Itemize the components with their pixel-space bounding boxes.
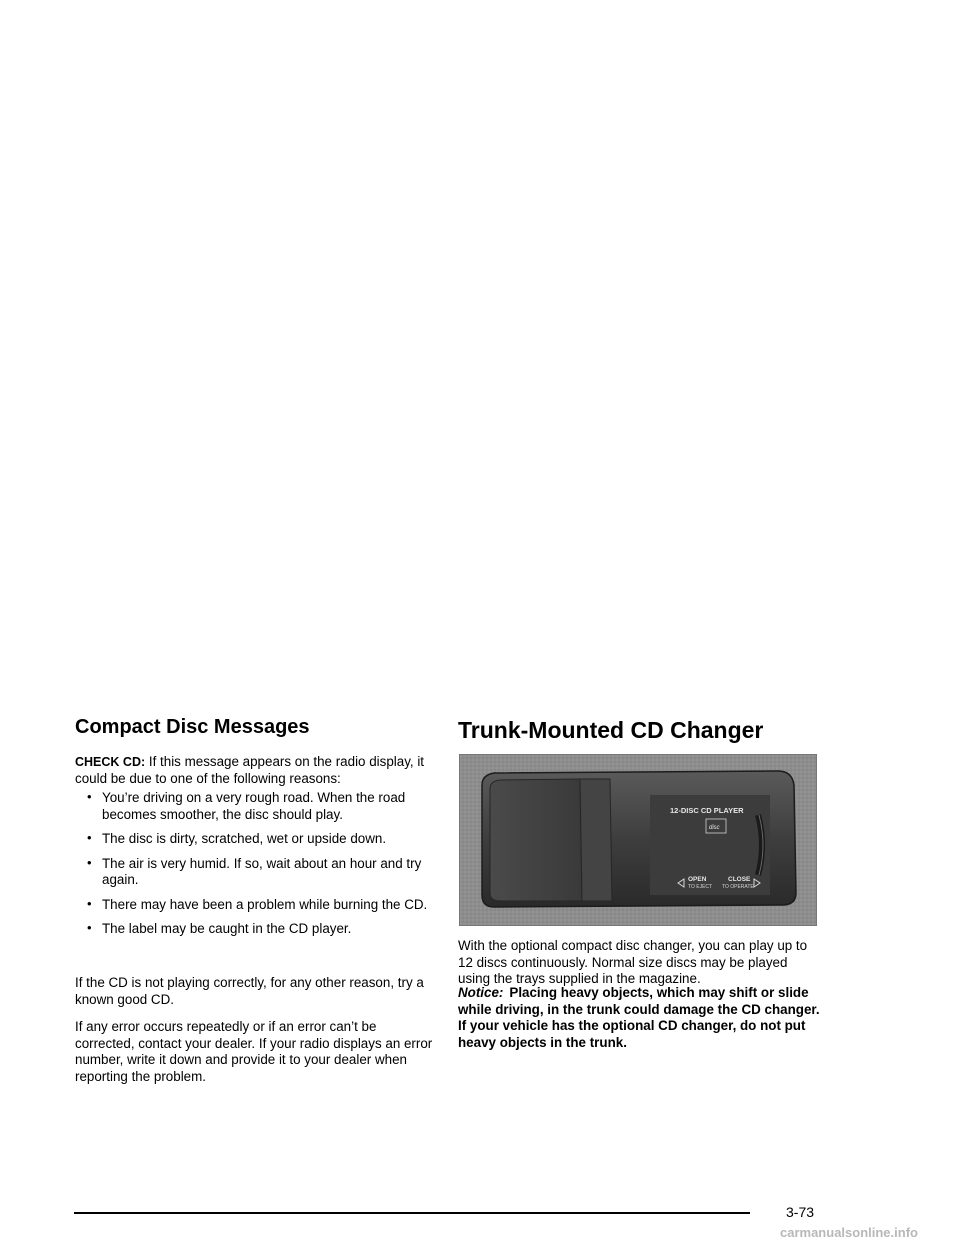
bullet-icon: •: [87, 920, 92, 935]
section-heading-trunk-cd-changer: Trunk-Mounted CD Changer: [458, 717, 764, 743]
reasons-list: [87, 790, 437, 946]
close-sub-label: TO OPERATE: [722, 884, 754, 890]
error-paragraph: If any error occurs repeatedly or if an error can’t be corrected, contact your dealer. If your radio displays an error number, write it down and provide it to your dealer when reporting the problem.: [75, 1019, 433, 1084]
bullet-icon: •: [87, 789, 92, 804]
known-good-cd-paragraph: If the CD is not playing correctly, for any other reason, try a known good CD.: [75, 975, 424, 1007]
reason-text: The disc is dirty, scratched, wet or upside down.: [102, 831, 387, 846]
changer-description: With the optional compact disc changer, you can play up to 12 discs continuously. Normal size discs may be played using the trays supplied in the magazine.: [458, 938, 808, 986]
disc-logo-text: disc: [709, 825, 720, 831]
reason-text: The air is very humid. If so, wait about an hour and try again.: [102, 855, 422, 887]
watermark: carmanualsonline.info: [780, 1225, 918, 1240]
reason-text: The label may be caught in the CD player.: [102, 921, 352, 936]
open-sub-label: TO EJECT: [688, 884, 713, 890]
list-item: [87, 856, 437, 889]
footer-rule: [74, 1212, 750, 1214]
close-label: CLOSE: [728, 876, 751, 883]
page-number: 3-73: [786, 1204, 815, 1220]
check-cd-text: If this message appears on the radio display, it could be due to one of the following reasons:: [75, 754, 425, 786]
bullet-icon: •: [87, 854, 92, 870]
changer-door-left: [490, 779, 582, 901]
notice-paragraph: [458, 985, 820, 1051]
list-item: [87, 897, 437, 914]
list-item: [87, 790, 437, 823]
notice-text: Placing heavy objects, which may shift or slide while driving, in the trunk could damage the CD changer. If your vehicle has the optional CD changer, do not put heavy objects in the trunk.: [458, 985, 820, 1050]
list-item: [87, 831, 437, 848]
changer-model-label: 12-DISC CD PLAYER: [670, 806, 744, 815]
reason-text: You’re driving on a very rough road. When the road becomes smoother, the disc should play.: [102, 790, 406, 822]
section-heading-compact-disc-messages: Compact Disc Messages: [75, 716, 310, 738]
cd-changer-photo: [459, 754, 817, 926]
bullet-icon: •: [87, 830, 92, 845]
check-cd-paragraph: [75, 754, 437, 787]
list-item: [87, 921, 437, 938]
open-label: OPEN: [688, 876, 707, 883]
check-cd-label: CHECK CD:: [75, 755, 146, 769]
bullet-icon: •: [87, 895, 92, 911]
notice-label: Notice:: [458, 985, 504, 1000]
changer-door-mid: [580, 779, 612, 901]
cd-changer-illustration: [460, 755, 816, 925]
reason-text: There may have been a problem while burning the CD.: [102, 896, 428, 912]
